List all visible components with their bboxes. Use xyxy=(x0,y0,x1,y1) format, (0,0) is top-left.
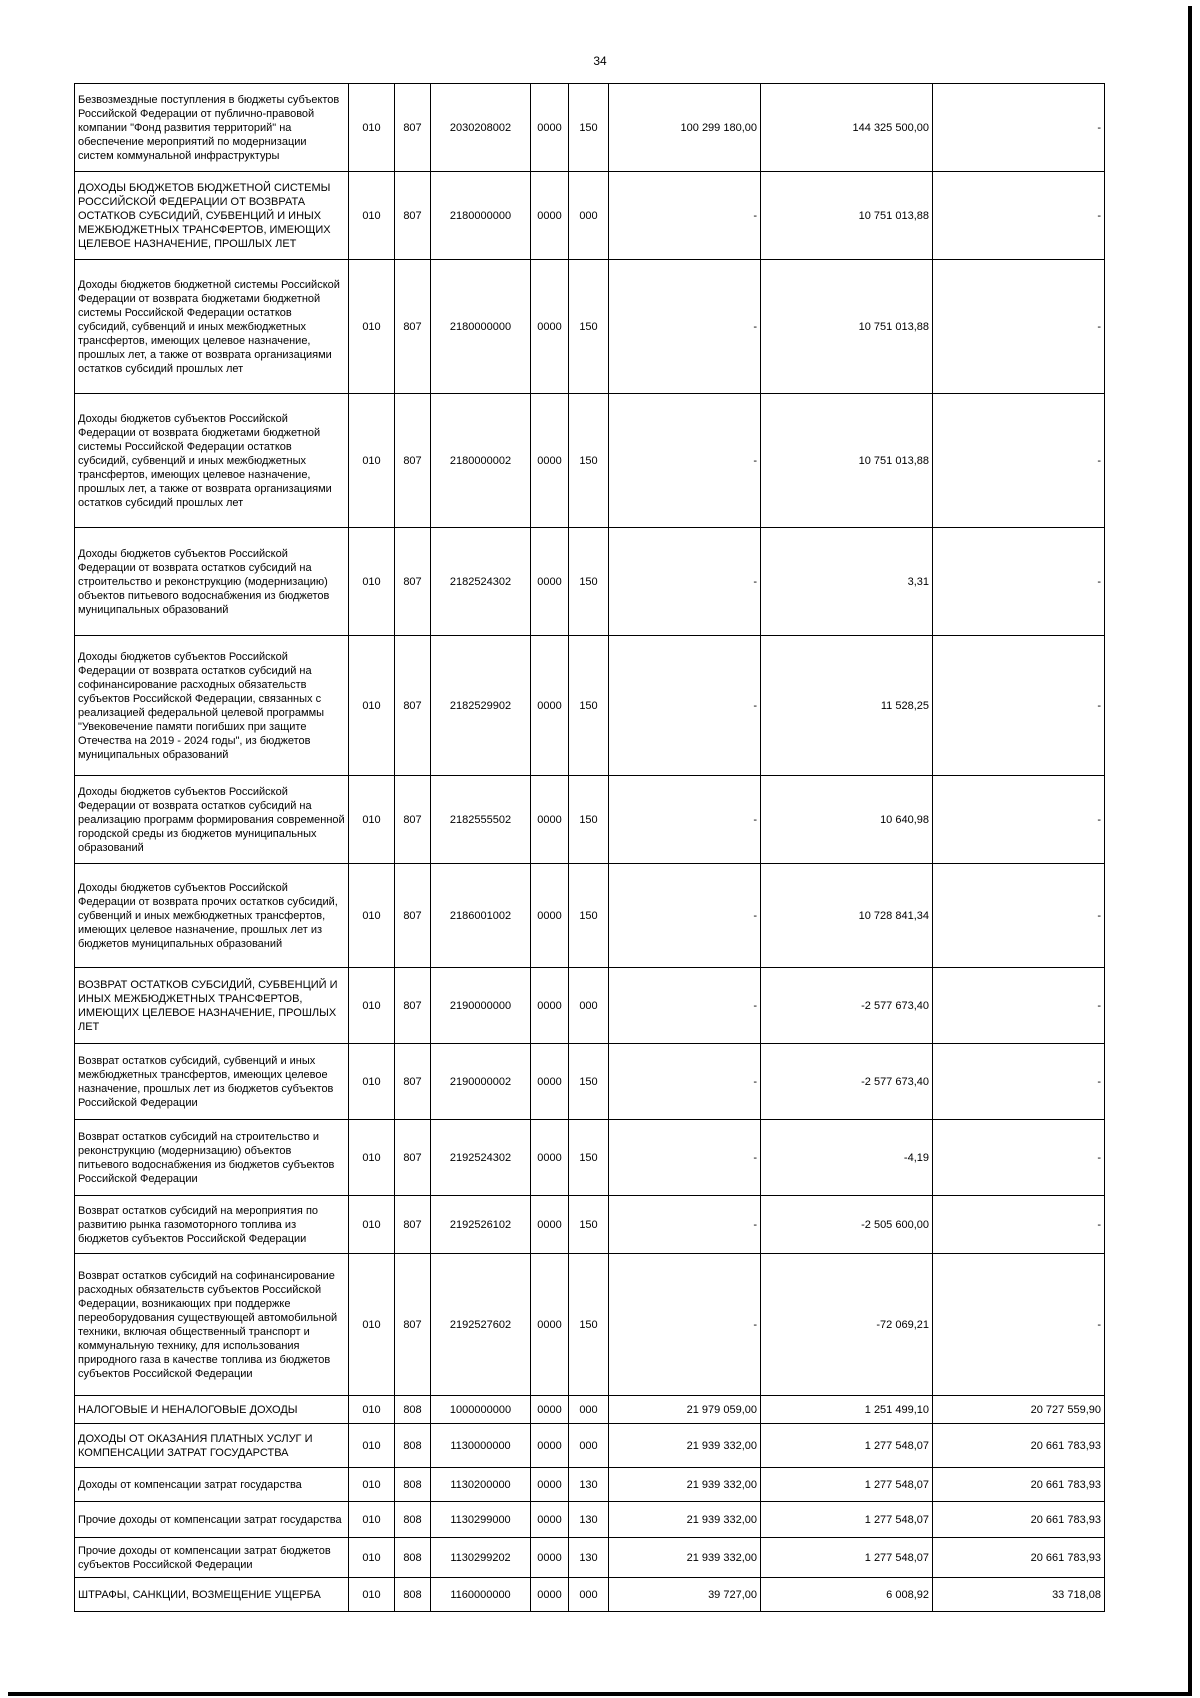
row-kind-code-cell: 150 xyxy=(569,776,609,864)
row-value-1-cell: 21 939 332,00 xyxy=(609,1502,761,1538)
row-value-1-cell: - xyxy=(609,636,761,776)
table-row xyxy=(75,1396,1105,1424)
row-value-3-cell: - xyxy=(933,172,1105,260)
row-admin-code-cell: 010 xyxy=(349,1468,395,1502)
row-value-2-cell: 1 277 548,07 xyxy=(761,1468,933,1502)
row-value-1-cell: - xyxy=(609,260,761,394)
row-revenue-code-cell: 2192527602 xyxy=(431,1254,531,1396)
row-kind-code-cell: 150 xyxy=(569,1044,609,1120)
row-admin-code-cell: 010 xyxy=(349,260,395,394)
row-section-code-cell: 807 xyxy=(395,1196,431,1254)
row-value-3-cell: - xyxy=(933,1196,1105,1254)
row-name-cell: Доходы бюджетов бюджетной системы Российской Федерации от возврата бюджетами бюджетной системы Российской Федерации остатков субсидий, субвенций и иных межбюджетных трансфертов, имеющих целевое назначение, прошлых лет, а также от возврата организациями остатков субсидий прошлых лет xyxy=(75,260,349,394)
row-admin-code-cell: 010 xyxy=(349,1254,395,1396)
table-row xyxy=(75,864,1105,968)
row-section-code-cell: 808 xyxy=(395,1578,431,1612)
row-value-1-cell: 21 979 059,00 xyxy=(609,1396,761,1424)
row-admin-code-cell: 010 xyxy=(349,1424,395,1468)
row-subcode-cell: 0000 xyxy=(531,636,569,776)
row-revenue-code-cell: 2190000002 xyxy=(431,1044,531,1120)
row-value-1-cell: 21 939 332,00 xyxy=(609,1538,761,1578)
table-row xyxy=(75,1120,1105,1196)
row-name-cell: Доходы бюджетов субъектов Российской Федерации от возврата бюджетами бюджетной системы Российской Федерации остатков субсидий, субвенций и иных межбюджетных трансфертов, имеющих целевое назначение, прошлых лет, а также от возврата организациями остатков субсидий прошлых лет xyxy=(75,394,349,528)
row-value-3-cell: - xyxy=(933,968,1105,1044)
row-revenue-code-cell: 2030208002 xyxy=(431,84,531,172)
row-subcode-cell: 0000 xyxy=(531,1396,569,1424)
row-revenue-code-cell: 2182524302 xyxy=(431,528,531,636)
row-admin-code-cell: 010 xyxy=(349,1044,395,1120)
row-section-code-cell: 808 xyxy=(395,1502,431,1538)
row-revenue-code-cell: 2182529902 xyxy=(431,636,531,776)
row-admin-code-cell: 010 xyxy=(349,1578,395,1612)
row-value-1-cell: 39 727,00 xyxy=(609,1578,761,1612)
row-subcode-cell: 0000 xyxy=(531,1044,569,1120)
row-section-code-cell: 807 xyxy=(395,172,431,260)
row-section-code-cell: 808 xyxy=(395,1424,431,1468)
row-value-2-cell: 11 528,25 xyxy=(761,636,933,776)
row-kind-code-cell: 150 xyxy=(569,1196,609,1254)
table-body xyxy=(75,84,1105,1612)
row-value-3-cell: - xyxy=(933,394,1105,528)
row-value-1-cell: - xyxy=(609,1196,761,1254)
row-kind-code-cell: 150 xyxy=(569,528,609,636)
row-kind-code-cell: 000 xyxy=(569,1424,609,1468)
table-row xyxy=(75,1044,1105,1120)
row-name-cell: Прочие доходы от компенсации затрат бюджетов субъектов Российской Федерации xyxy=(75,1538,349,1578)
row-value-1-cell: 100 299 180,00 xyxy=(609,84,761,172)
row-value-1-cell: 21 939 332,00 xyxy=(609,1424,761,1468)
row-name-cell: Возврат остатков субсидий на мероприятия по развитию рынка газомоторного топлива из бюджетов субъектов Российской Федерации xyxy=(75,1196,349,1254)
row-value-2-cell: -2 577 673,40 xyxy=(761,1044,933,1120)
row-section-code-cell: 807 xyxy=(395,1254,431,1396)
row-value-2-cell: 10 728 841,34 xyxy=(761,864,933,968)
row-subcode-cell: 0000 xyxy=(531,776,569,864)
budget-revenue-table xyxy=(74,83,1105,1612)
row-admin-code-cell: 010 xyxy=(349,172,395,260)
row-subcode-cell: 0000 xyxy=(531,1578,569,1612)
row-subcode-cell: 0000 xyxy=(531,1502,569,1538)
row-kind-code-cell: 150 xyxy=(569,1120,609,1196)
row-section-code-cell: 807 xyxy=(395,528,431,636)
row-value-3-cell: - xyxy=(933,1120,1105,1196)
row-subcode-cell: 0000 xyxy=(531,1468,569,1502)
row-kind-code-cell: 000 xyxy=(569,1396,609,1424)
row-value-2-cell: -72 069,21 xyxy=(761,1254,933,1396)
row-revenue-code-cell: 2180000000 xyxy=(431,172,531,260)
table-row xyxy=(75,1468,1105,1502)
row-revenue-code-cell: 2192524302 xyxy=(431,1120,531,1196)
row-kind-code-cell: 130 xyxy=(569,1502,609,1538)
row-revenue-code-cell: 2192526102 xyxy=(431,1196,531,1254)
row-name-cell: Доходы бюджетов субъектов Российской Федерации от возврата остатков субсидий на софинансирование расходных обязательств субъектов Российской Федерации, связанных с реализацией федеральной целевой программы "Увековечение памяти погибших при защите Отечества на 2019 - 2024 годы", из бюджетов муниципальных образований xyxy=(75,636,349,776)
row-name-cell: ДОХОДЫ БЮДЖЕТОВ БЮДЖЕТНОЙ СИСТЕМЫ РОССИЙСКОЙ ФЕДЕРАЦИИ ОТ ВОЗВРАТА ОСТАТКОВ СУБСИДИЙ, СУБВЕНЦИЙ И ИНЫХ МЕЖБЮДЖЕТНЫХ ТРАНСФЕРТОВ, ИМЕЮЩИХ ЦЕЛЕВОЕ НАЗНАЧЕНИЕ, ПРОШЛЫХ ЛЕТ xyxy=(75,172,349,260)
row-subcode-cell: 0000 xyxy=(531,1538,569,1578)
table-row xyxy=(75,968,1105,1044)
row-admin-code-cell: 010 xyxy=(349,528,395,636)
row-value-3-cell: 20 661 783,93 xyxy=(933,1502,1105,1538)
row-value-1-cell: - xyxy=(609,1254,761,1396)
row-name-cell: ДОХОДЫ ОТ ОКАЗАНИЯ ПЛАТНЫХ УСЛУГ И КОМПЕНСАЦИИ ЗАТРАТ ГОСУДАРСТВА xyxy=(75,1424,349,1468)
row-value-1-cell: - xyxy=(609,172,761,260)
row-value-2-cell: 1 277 548,07 xyxy=(761,1538,933,1578)
row-value-1-cell: - xyxy=(609,1044,761,1120)
row-revenue-code-cell: 2180000000 xyxy=(431,260,531,394)
row-value-1-cell: - xyxy=(609,394,761,528)
row-value-1-cell: 21 939 332,00 xyxy=(609,1468,761,1502)
row-section-code-cell: 807 xyxy=(395,776,431,864)
table-row xyxy=(75,776,1105,864)
row-admin-code-cell: 010 xyxy=(349,1502,395,1538)
row-value-1-cell: - xyxy=(609,1120,761,1196)
row-subcode-cell: 0000 xyxy=(531,864,569,968)
row-kind-code-cell: 150 xyxy=(569,864,609,968)
row-name-cell: ВОЗВРАТ ОСТАТКОВ СУБСИДИЙ, СУБВЕНЦИЙ И ИНЫХ МЕЖБЮДЖЕТНЫХ ТРАНСФЕРТОВ, ИМЕЮЩИХ ЦЕЛЕВОЕ НАЗНАЧЕНИЕ, ПРОШЛЫХ ЛЕТ xyxy=(75,968,349,1044)
row-admin-code-cell: 010 xyxy=(349,776,395,864)
row-kind-code-cell: 000 xyxy=(569,968,609,1044)
row-value-3-cell: - xyxy=(933,84,1105,172)
row-section-code-cell: 807 xyxy=(395,864,431,968)
table-row xyxy=(75,394,1105,528)
row-subcode-cell: 0000 xyxy=(531,1254,569,1396)
row-name-cell: Доходы бюджетов субъектов Российской Федерации от возврата прочих остатков субсидий, субвенций и иных межбюджетных трансфертов, имеющих целевое назначение, прошлых лет из бюджетов муниципальных образований xyxy=(75,864,349,968)
row-subcode-cell: 0000 xyxy=(531,84,569,172)
row-value-2-cell: -2 577 673,40 xyxy=(761,968,933,1044)
row-value-3-cell: - xyxy=(933,1254,1105,1396)
row-admin-code-cell: 010 xyxy=(349,1396,395,1424)
table-row xyxy=(75,1254,1105,1396)
row-value-2-cell: 10 751 013,88 xyxy=(761,260,933,394)
row-admin-code-cell: 010 xyxy=(349,1120,395,1196)
row-kind-code-cell: 150 xyxy=(569,84,609,172)
row-value-3-cell: 20 661 783,93 xyxy=(933,1424,1105,1468)
table-row xyxy=(75,1538,1105,1578)
page-number: 34 xyxy=(593,54,607,68)
row-kind-code-cell: 130 xyxy=(569,1468,609,1502)
row-value-2-cell: 144 325 500,00 xyxy=(761,84,933,172)
row-subcode-cell: 0000 xyxy=(531,260,569,394)
row-value-3-cell: - xyxy=(933,636,1105,776)
row-section-code-cell: 807 xyxy=(395,1044,431,1120)
row-name-cell: Прочие доходы от компенсации затрат государства xyxy=(75,1502,349,1538)
row-name-cell: Возврат остатков субсидий на софинансирование расходных обязательств субъектов Российской Федерации, возникающих при поддержке переоборудования существующей автомобильной техники, включая общественный транспорт и коммунальную технику, для использования природного газа в качестве топлива из бюджетов субъектов Российской Федерации xyxy=(75,1254,349,1396)
row-value-1-cell: - xyxy=(609,968,761,1044)
row-value-3-cell: 33 718,08 xyxy=(933,1578,1105,1612)
row-section-code-cell: 807 xyxy=(395,1120,431,1196)
row-kind-code-cell: 130 xyxy=(569,1538,609,1578)
table-row xyxy=(75,1502,1105,1538)
row-value-2-cell: 1 277 548,07 xyxy=(761,1424,933,1468)
table-row xyxy=(75,1196,1105,1254)
row-kind-code-cell: 000 xyxy=(569,1578,609,1612)
row-section-code-cell: 808 xyxy=(395,1538,431,1578)
row-name-cell: ШТРАФЫ, САНКЦИИ, ВОЗМЕЩЕНИЕ УЩЕРБА xyxy=(75,1578,349,1612)
row-value-3-cell: - xyxy=(933,776,1105,864)
row-name-cell: Доходы бюджетов субъектов Российской Федерации от возврата остатков субсидий на реализацию программ формирования современной городской среды из бюджетов муниципальных образований xyxy=(75,776,349,864)
row-section-code-cell: 808 xyxy=(395,1468,431,1502)
row-revenue-code-cell: 2182555502 xyxy=(431,776,531,864)
row-value-2-cell: 10 751 013,88 xyxy=(761,172,933,260)
row-value-3-cell: - xyxy=(933,1044,1105,1120)
row-name-cell: НАЛОГОВЫЕ И НЕНАЛОГОВЫЕ ДОХОДЫ xyxy=(75,1396,349,1424)
row-subcode-cell: 0000 xyxy=(531,394,569,528)
row-name-cell: Доходы бюджетов субъектов Российской Федерации от возврата остатков субсидий на строительство и реконструкцию (модернизацию) объектов питьевого водоснабжения из бюджетов муниципальных образований xyxy=(75,528,349,636)
row-value-2-cell: 1 277 548,07 xyxy=(761,1502,933,1538)
table-row xyxy=(75,1424,1105,1468)
row-revenue-code-cell: 1130000000 xyxy=(431,1424,531,1468)
row-revenue-code-cell: 2190000000 xyxy=(431,968,531,1044)
row-admin-code-cell: 010 xyxy=(349,394,395,528)
row-value-1-cell: - xyxy=(609,776,761,864)
row-value-2-cell: -2 505 600,00 xyxy=(761,1196,933,1254)
row-revenue-code-cell: 1130299202 xyxy=(431,1538,531,1578)
row-subcode-cell: 0000 xyxy=(531,1424,569,1468)
row-section-code-cell: 807 xyxy=(395,84,431,172)
row-revenue-code-cell: 1160000000 xyxy=(431,1578,531,1612)
row-value-3-cell: - xyxy=(933,260,1105,394)
row-kind-code-cell: 000 xyxy=(569,172,609,260)
row-name-cell: Возврат остатков субсидий на строительство и реконструкцию (модернизацию) объектов питьевого водоснабжения из бюджетов субъектов Российской Федерации xyxy=(75,1120,349,1196)
row-value-3-cell: 20 727 559,90 xyxy=(933,1396,1105,1424)
row-revenue-code-cell: 1130200000 xyxy=(431,1468,531,1502)
row-admin-code-cell: 010 xyxy=(349,1196,395,1254)
row-revenue-code-cell: 2186001002 xyxy=(431,864,531,968)
row-kind-code-cell: 150 xyxy=(569,260,609,394)
row-name-cell: Возврат остатков субсидий, субвенций и иных межбюджетных трансфертов, имеющих целевое назначение, прошлых лет из бюджетов субъектов Российской Федерации xyxy=(75,1044,349,1120)
row-value-2-cell: 3,31 xyxy=(761,528,933,636)
table-row xyxy=(75,172,1105,260)
row-subcode-cell: 0000 xyxy=(531,968,569,1044)
row-value-1-cell: - xyxy=(609,528,761,636)
table-row xyxy=(75,84,1105,172)
row-value-2-cell: 6 008,92 xyxy=(761,1578,933,1612)
table-row xyxy=(75,260,1105,394)
row-value-3-cell: - xyxy=(933,528,1105,636)
row-kind-code-cell: 150 xyxy=(569,636,609,776)
row-section-code-cell: 807 xyxy=(395,636,431,776)
table-row xyxy=(75,528,1105,636)
row-value-3-cell: 20 661 783,93 xyxy=(933,1468,1105,1502)
row-section-code-cell: 807 xyxy=(395,968,431,1044)
row-value-3-cell: 20 661 783,93 xyxy=(933,1538,1105,1578)
row-subcode-cell: 0000 xyxy=(531,172,569,260)
row-kind-code-cell: 150 xyxy=(569,394,609,528)
row-value-2-cell: -4,19 xyxy=(761,1120,933,1196)
row-admin-code-cell: 010 xyxy=(349,968,395,1044)
row-kind-code-cell: 150 xyxy=(569,1254,609,1396)
row-admin-code-cell: 010 xyxy=(349,84,395,172)
row-subcode-cell: 0000 xyxy=(531,1120,569,1196)
row-subcode-cell: 0000 xyxy=(531,528,569,636)
row-subcode-cell: 0000 xyxy=(531,1196,569,1254)
row-admin-code-cell: 010 xyxy=(349,1538,395,1578)
row-value-1-cell: - xyxy=(609,864,761,968)
row-value-2-cell: 10 751 013,88 xyxy=(761,394,933,528)
row-admin-code-cell: 010 xyxy=(349,636,395,776)
row-value-3-cell: - xyxy=(933,864,1105,968)
row-value-2-cell: 1 251 499,10 xyxy=(761,1396,933,1424)
table-row xyxy=(75,636,1105,776)
row-section-code-cell: 808 xyxy=(395,1396,431,1424)
row-revenue-code-cell: 1130299000 xyxy=(431,1502,531,1538)
row-value-2-cell: 10 640,98 xyxy=(761,776,933,864)
row-admin-code-cell: 010 xyxy=(349,864,395,968)
row-name-cell: Доходы от компенсации затрат государства xyxy=(75,1468,349,1502)
row-revenue-code-cell: 2180000002 xyxy=(431,394,531,528)
row-revenue-code-cell: 1000000000 xyxy=(431,1396,531,1424)
table-row xyxy=(75,1578,1105,1612)
row-name-cell: Безвозмездные поступления в бюджеты субъектов Российской Федерации от публично-правовой компании "Фонд развития территорий" на обеспечение мероприятий по модернизации систем коммунальной инфраструктуры xyxy=(75,84,349,172)
row-section-code-cell: 807 xyxy=(395,394,431,528)
row-section-code-cell: 807 xyxy=(395,260,431,394)
